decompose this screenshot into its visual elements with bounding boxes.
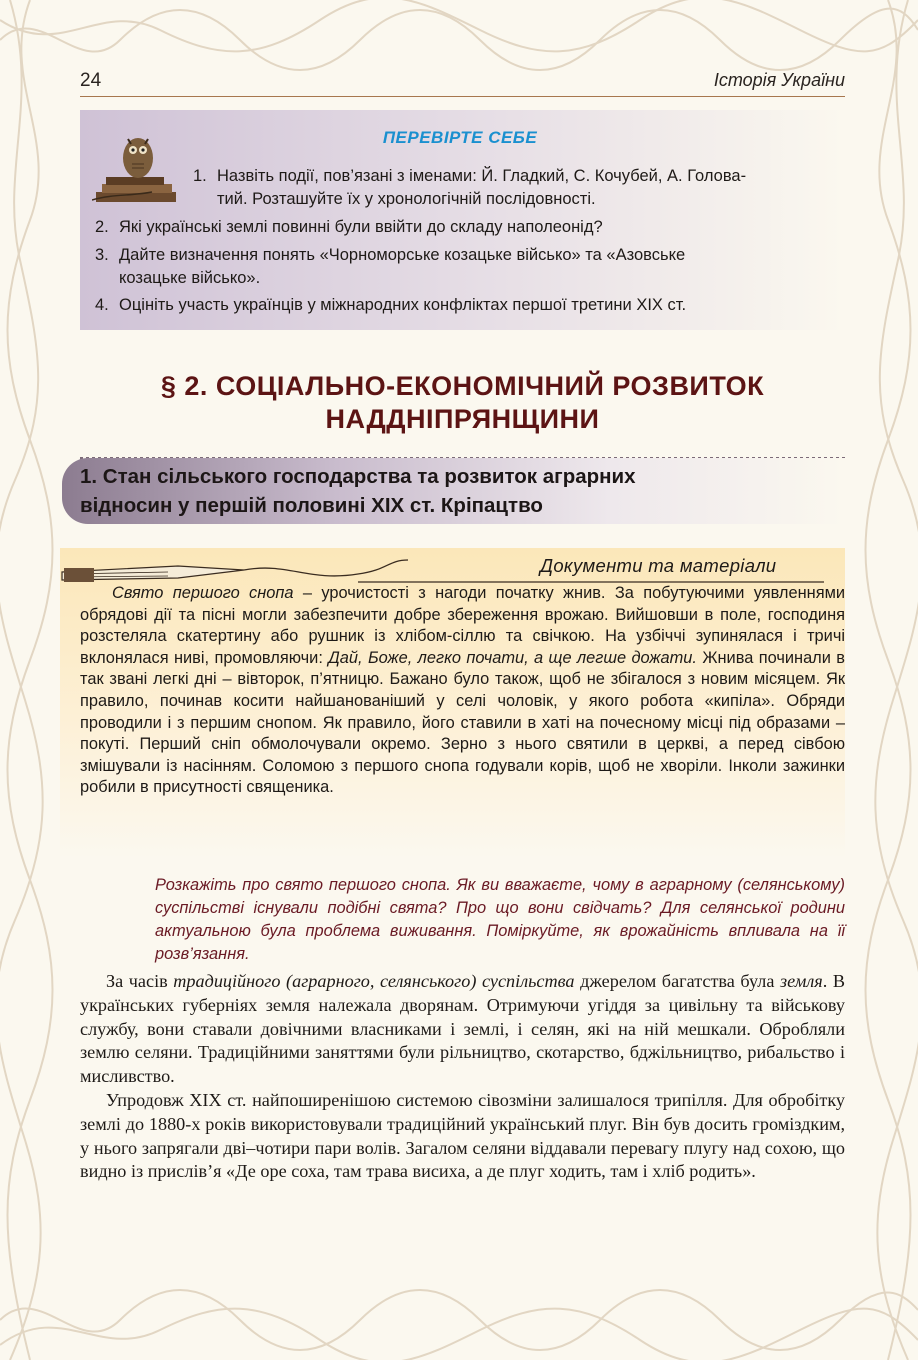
main-paragraph: Упродовж XIX ст. найпоширенішою системою сівозміни залишалося трипілля. Для обробітку землі до 1880-х років використовували традиційний український плуг. Він був досить громіздким, у нього запрягали дві–чотири пари волів. Загалом селяни віддавали перевагу плугу над сохою, що видно із прислів’я «Де оре соха, там трава висиха, а де плуг ходить, там і хліб родить». [80,1089,845,1182]
question-text: Назвіть події, пов’язані з іменами: Й. Гладкий, С. Кочубей, А. Голова- [217,167,747,185]
documents-quote: Дай, Боже, легко почати, а ще легше дожати. [328,648,697,667]
documents-term: Свято першого снопа [112,584,294,602]
documents-label: Документи та матеріали [540,555,777,576]
question-1 [193,165,845,188]
main-text [80,970,845,1184]
main-text-part: За часів [106,971,174,991]
paragraph-title [80,370,845,436]
question-text: тий. Розташуйте їх у хронологічній послідовності. [217,190,596,208]
section-heading-line: відносин у першій половині XIX ст. Кріпацтво [80,494,543,517]
question-number: 4. [95,296,109,314]
question-4 [95,294,845,317]
question-number: 3. [95,246,109,264]
book-title: Історія України [713,70,845,90]
main-text-part: . В українських губерніях земля належала дворянам. Отримуючи угіддя за цивільну та військову службу, вони ставали довічними власниками і землі, і селян, які на ній мешкали. Обробляли землю селяни. Традиційними заняттями були рільництво, скотарство, бджільництво, рибальство і мисливство. [80,971,845,1087]
question-3 [95,244,845,267]
section-heading [80,462,840,520]
paragraph-title-line: НАДДНІПРЯНЩИНИ [325,404,600,434]
documents-text [80,583,845,799]
main-paragraph [80,970,845,1089]
question-number: 2. [95,218,109,236]
question-text: Оцініть участь українців у міжнародних конфліктах першої третини XIX ст. [119,296,687,314]
question-2 [95,216,845,239]
task-question: Розкажіть про свято першого снопа. Як ви вважаєте, чому в аграрному (селянському) суспільстві існували подібні свята? Про що вони свідчать? Для селянської родини актуальною була проблема виживання. Поміркуйте, як врожайність впливала на її розв’язання. [155,876,845,963]
documents-text-part: Жнива починали в так звані легкі дні – вівторок, п’ятницю. Бажано було також, щоб не збігалося з новим місяцем. Як правило, починав косити найшанованіший у селі чоловік, у якого робота «кипіла». Обряди проводили і з першим снопом. Як правило, його ставили в хаті на почесному місці під образами – покуті. Перший сніп обмолочували окремо. Зерно з нього святили в церкві, а перед сівбою змішували із насінням. Соломою з першого снопа годували корів, щоб не хворіли. Інколи зажинки робили в присутності священика. [80,648,845,797]
owl-on-books-icon [92,134,184,210]
term-traditional-society: традиційного (аграрного, селянського) суспільства [173,971,575,991]
question-1-cont [217,188,845,211]
documents-text-part: – урочистості з нагоди початку жнив. За побутуючими уявленнями обрядові дії та пісні могли забезпечити добре збереження врожаю. Вийшовши в поле, господиня розстеляла скатертину або рушник із хлібом-сіллю та свічкою. На узбіччі зупинялася і тричі вклонялася ниві, промовляючи: [80,584,845,667]
check-yourself-title: ПЕРЕВІРТЕ СЕБЕ [382,128,538,147]
question-3-cont [119,267,845,290]
main-text-part: джерелом багатства була [574,971,780,991]
question-text: козацьке військо». [119,269,261,287]
question-text: Які українські землі повинні були ввійти до складу наполеонід? [119,218,603,236]
paragraph-title-line: § 2. СОЦІАЛЬНО-ЕКОНОМІЧНИЙ РОЗВИТОК [160,371,765,401]
page-number: 24 [80,70,102,91]
section-heading-line: 1. Стан сільського господарства та розвиток аграрних [80,465,636,488]
question-text: Дайте визначення понять «Чорноморське козацьке військо» та «Азовське [119,246,686,264]
question-number: 1. [193,167,207,185]
term-land: земля [780,971,823,991]
page-header [80,70,845,97]
